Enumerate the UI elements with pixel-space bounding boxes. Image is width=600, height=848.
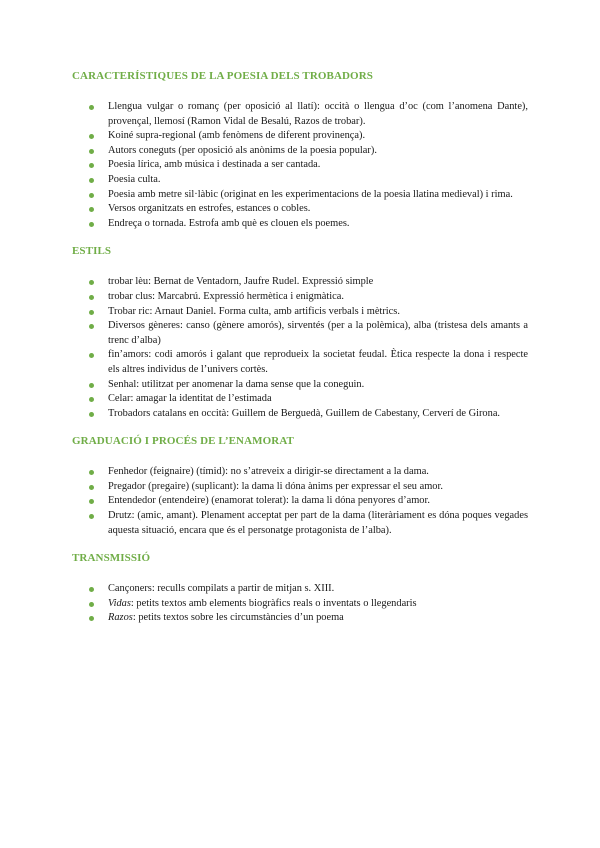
bullet-icon [89, 383, 94, 388]
list-item [72, 275, 528, 290]
list-item-text: trobar lèu: Bernat de Ventadorn, Jaufre Rudel. Expressió simple [108, 276, 374, 288]
list-item-text: Senhal: utilitzat per anomenar la dama sense que la coneguin. [108, 378, 365, 390]
bullet-icon [89, 193, 94, 198]
list-item [72, 217, 528, 232]
list-item [72, 480, 528, 495]
list-item-text: Endreça o tornada. Estrofa amb què es clouen els poemes. [108, 217, 350, 229]
list-item-text: Poesia lírica, amb música i destinada a ser cantada. [108, 159, 321, 171]
list-item-text: Pregador (pregaire) (suplicant): la dama li dóna ànims per expressar el seu amor. [108, 480, 443, 492]
list-item-text: Trobadors catalans en occità: Guillem de Berguedà, Guillem de Cabestany, Cerverí de Girona. [108, 407, 501, 419]
list-item-text: Cançoners: reculls compilats a partir de mitjan s. XIII. [108, 583, 335, 595]
list-item [72, 494, 528, 509]
bullet-icon [89, 280, 94, 285]
list-item [72, 509, 528, 538]
bullet-list [72, 275, 528, 421]
bullet-icon [89, 295, 94, 300]
bullet-icon [89, 485, 94, 490]
bullet-icon [89, 310, 94, 315]
bullet-icon [89, 324, 94, 329]
bullet-icon [89, 602, 94, 607]
bullet-icon [89, 105, 94, 110]
bullet-icon [89, 207, 94, 212]
bullet-list [72, 100, 528, 231]
list-item [72, 319, 528, 348]
list-item-text: Razos: petits textos sobre les circumstàncies d’un poema [108, 612, 344, 624]
section-heading: TRANSMISSIÓ [72, 552, 151, 565]
list-item [72, 611, 528, 626]
list-item [72, 129, 528, 144]
list-item [72, 305, 528, 320]
bullet-list [72, 582, 528, 626]
list-item-text: Llengua vulgar o romanç (per oposició al llatí): occità o llengua d’oc (com l’anomena Dante), provençal, llemosí (Ramon Vidal de Besalú, Razos de trobar). [108, 101, 528, 127]
section-4 [72, 552, 528, 626]
section-3 [72, 435, 528, 538]
list-item [72, 597, 528, 612]
list-item [72, 173, 528, 188]
list-item [72, 202, 528, 217]
list-item [72, 100, 528, 129]
section-2 [72, 245, 528, 421]
list-item [72, 582, 528, 597]
list-item-text: Diversos gèneres: canso (gènere amorós), sirventés (per a la polèmica), alba (tristesa dels amants a trenc d’alba) [108, 320, 528, 346]
bullet-icon [89, 353, 94, 358]
list-item-text: Koiné supra-regional (amb fenòmens de diferent provinença). [108, 130, 366, 142]
bullet-list [72, 465, 528, 538]
list-item-text: Celar: amagar la identitat de l’estimada [108, 393, 272, 405]
section-heading: ESTILS [72, 245, 112, 258]
list-item [72, 144, 528, 159]
list-item-text: Vidas: petits textos amb elements biogràfics reals o inventats o llegendaris [108, 597, 417, 609]
list-item-text: fin’amors: codi amorós i galant que reprodueix la societat feudal. Ètica respecte la dona i respecte els altres individus de l’univers cortès. [108, 349, 528, 375]
list-item [72, 465, 528, 480]
bullet-icon [89, 499, 94, 504]
list-item-text: Autors coneguts (per oposició als anònims de la poesia popular). [108, 144, 377, 156]
list-item-text: trobar clus: Marcabrú. Expressió hermètica i enigmàtica. [108, 290, 345, 302]
document-content [72, 70, 528, 626]
list-item [72, 392, 528, 407]
list-item-text: Poesia amb metre sil·làbic (originat en les experimentacions de la poesia llatina medieval) i rima. [108, 188, 513, 200]
list-item-text: Trobar ric: Arnaut Daniel. Forma culta, amb artificis verbals i mètrics. [108, 305, 400, 317]
section-heading: CARACTERÍSTIQUES DE LA POESIA DELS TROBADORS [72, 70, 373, 82]
list-item-text: Fenhedor (feignaire) (tímid): no s’atreveix a dirigir-se directament a la dama. [108, 466, 429, 478]
bullet-icon [89, 134, 94, 139]
list-item-text: Drutz: (amic, amant). Plenament acceptat per part de la dama (literàriament es dóna poques vegades aquesta situació, encara que és el personatge protagonista de l’alba). [108, 510, 528, 536]
list-item-text: Entendedor (entendeire) (enamorat tolerat): la dama li dóna penyores d’amor. [108, 495, 430, 507]
list-item [72, 348, 528, 377]
section-heading: GRADUACIÓ I PROCÉS DE L’ENAMORAT [72, 435, 294, 448]
bullet-icon [89, 616, 94, 621]
list-item-text: Poesia culta. [108, 173, 161, 185]
bullet-icon [89, 397, 94, 402]
section-1 [72, 70, 528, 231]
bullet-icon [89, 587, 94, 592]
list-item [72, 158, 528, 173]
list-item [72, 290, 528, 305]
bullet-icon [89, 412, 94, 417]
list-item-text: Versos organitzats en estrofes, estances o cobles. [108, 203, 311, 215]
list-item [72, 378, 528, 393]
bullet-icon [89, 149, 94, 154]
bullet-icon [89, 222, 94, 227]
bullet-icon [89, 470, 94, 475]
list-item [72, 407, 528, 422]
bullet-icon [89, 514, 94, 519]
bullet-icon [89, 163, 94, 168]
list-item [72, 188, 528, 203]
bullet-icon [89, 178, 94, 183]
